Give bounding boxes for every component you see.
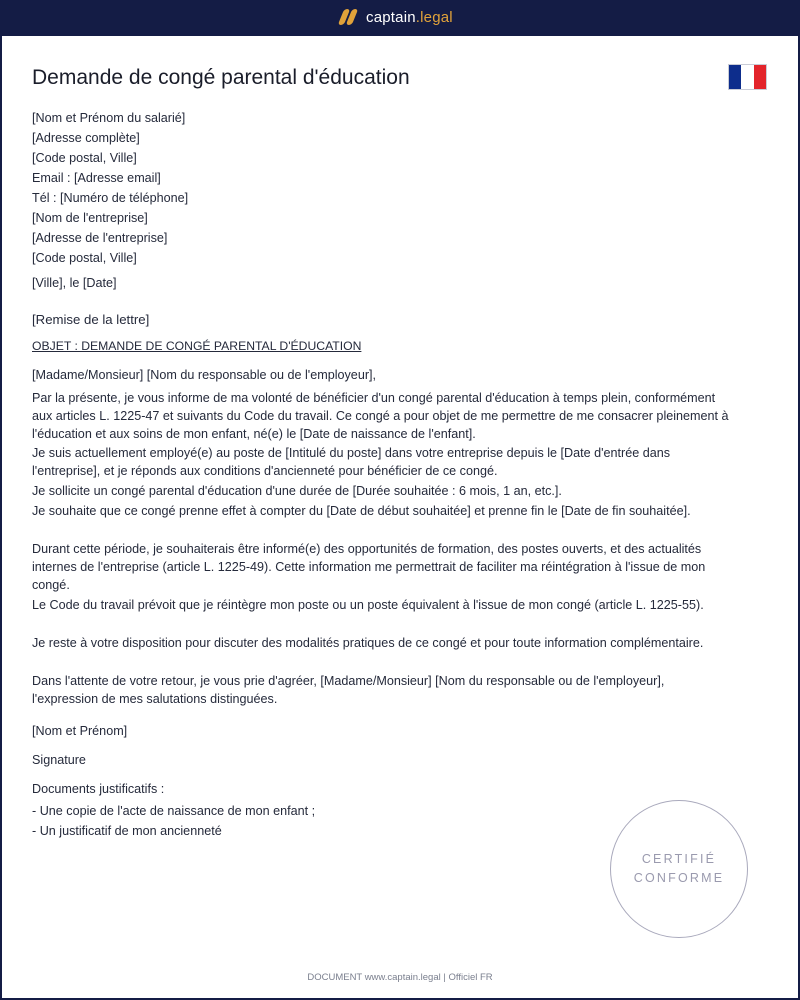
sender-email: Email : [Adresse email] bbox=[32, 171, 161, 185]
subject-line: OBJET : DEMANDE DE CONGÉ PARENTAL D'ÉDUCATION bbox=[32, 339, 362, 353]
brand-name: captain.legal bbox=[366, 8, 453, 26]
stamp-line-2: CONFORME bbox=[633, 871, 725, 885]
paragraph: Par la présente, je vous informe de ma volonté de bénéficier d'un congé parental d'éducation à temps plein, conformément aux articles L. 1225-47 et suivants du Code du travail. Ce congé a pour objet de me permettre de me consacrer pleinement à l'éducation et aux soins de mon enfant, né(e) le [Date de naissance de l'enfant]. bbox=[32, 391, 729, 441]
document-item: - Un justificatif de mon ancienneté bbox=[32, 824, 222, 838]
top-bar bbox=[0, 0, 800, 36]
company-city: [Code postal, Ville] bbox=[32, 251, 137, 265]
sender-phone: Tél : [Numéro de téléphone] bbox=[32, 191, 189, 205]
sender-name: [Nom et Prénom du salarié] bbox=[32, 111, 186, 125]
documents-title: Documents justificatifs : bbox=[32, 782, 165, 796]
company-name: [Nom de l'entreprise] bbox=[32, 211, 148, 225]
paragraph: Durant cette période, je souhaiterais être informé(e) des opportunités de formation, des postes ouverts, et des actualités internes de l'entreprise (article L. 1225-49). Cette information me permettrait de faciliter ma réintégration à l'issue de mon congé. bbox=[32, 542, 706, 592]
paragraph: Je reste à votre disposition pour discuter des modalités pratiques de ce congé et pour toute information complémentaire. bbox=[32, 636, 704, 650]
footer-text: DOCUMENT www.captain.legal | Officiel FR bbox=[307, 972, 493, 983]
brand-logo[interactable] bbox=[338, 8, 453, 26]
certified-stamp bbox=[610, 800, 748, 938]
date-line: [Ville], le [Date] bbox=[32, 276, 117, 290]
paragraph: Je sollicite un congé parental d'éducation d'une durée de [Durée souhaitée : 6 mois, 1 an, etc.]. bbox=[32, 484, 562, 498]
salutation: [Madame/Monsieur] [Nom du responsable ou de l'employeur], bbox=[32, 368, 377, 382]
paragraph: Le Code du travail prévoit que je réintègre mon poste ou un poste équivalent à l'issue de mon congé (article L. 1225-55). bbox=[32, 598, 704, 612]
captain-logo-icon bbox=[338, 8, 358, 26]
paragraph: Je suis actuellement employé(e) au poste de [Intitulé du poste] dans votre entreprise depuis le [Date d'entrée dans l'entreprise], et je réponds aux conditions d'ancienneté pour bénéficier de ce congé. bbox=[32, 446, 671, 478]
signer-name: [Nom et Prénom] bbox=[32, 724, 128, 738]
company-address: [Adresse de l'entreprise] bbox=[32, 231, 168, 245]
document-item: - Une copie de l'acte de naissance de mon enfant ; bbox=[32, 804, 316, 818]
paragraph: Dans l'attente de votre retour, je vous prie d'agréer, [Madame/Monsieur] [Nom du responsable ou de l'employeur], l'expression de mes salutations distinguées. bbox=[32, 674, 665, 706]
paragraph: Je souhaite que ce congé prenne effet à compter du [Date de début souhaitée] et prenne fin le [Date de fin souhaitée]. bbox=[32, 504, 691, 518]
page-title: Demande de congé parental d'éducation bbox=[32, 66, 410, 89]
france-flag-icon bbox=[728, 64, 767, 90]
brand-tld: .legal bbox=[415, 8, 453, 26]
remise-line: [Remise de la lettre] bbox=[32, 312, 150, 327]
stamp-line-1: CERTIFIÉ bbox=[641, 852, 717, 866]
sender-city: [Code postal, Ville] bbox=[32, 151, 137, 165]
signature-label: Signature bbox=[32, 753, 86, 767]
sender-address: [Adresse complète] bbox=[32, 131, 140, 145]
